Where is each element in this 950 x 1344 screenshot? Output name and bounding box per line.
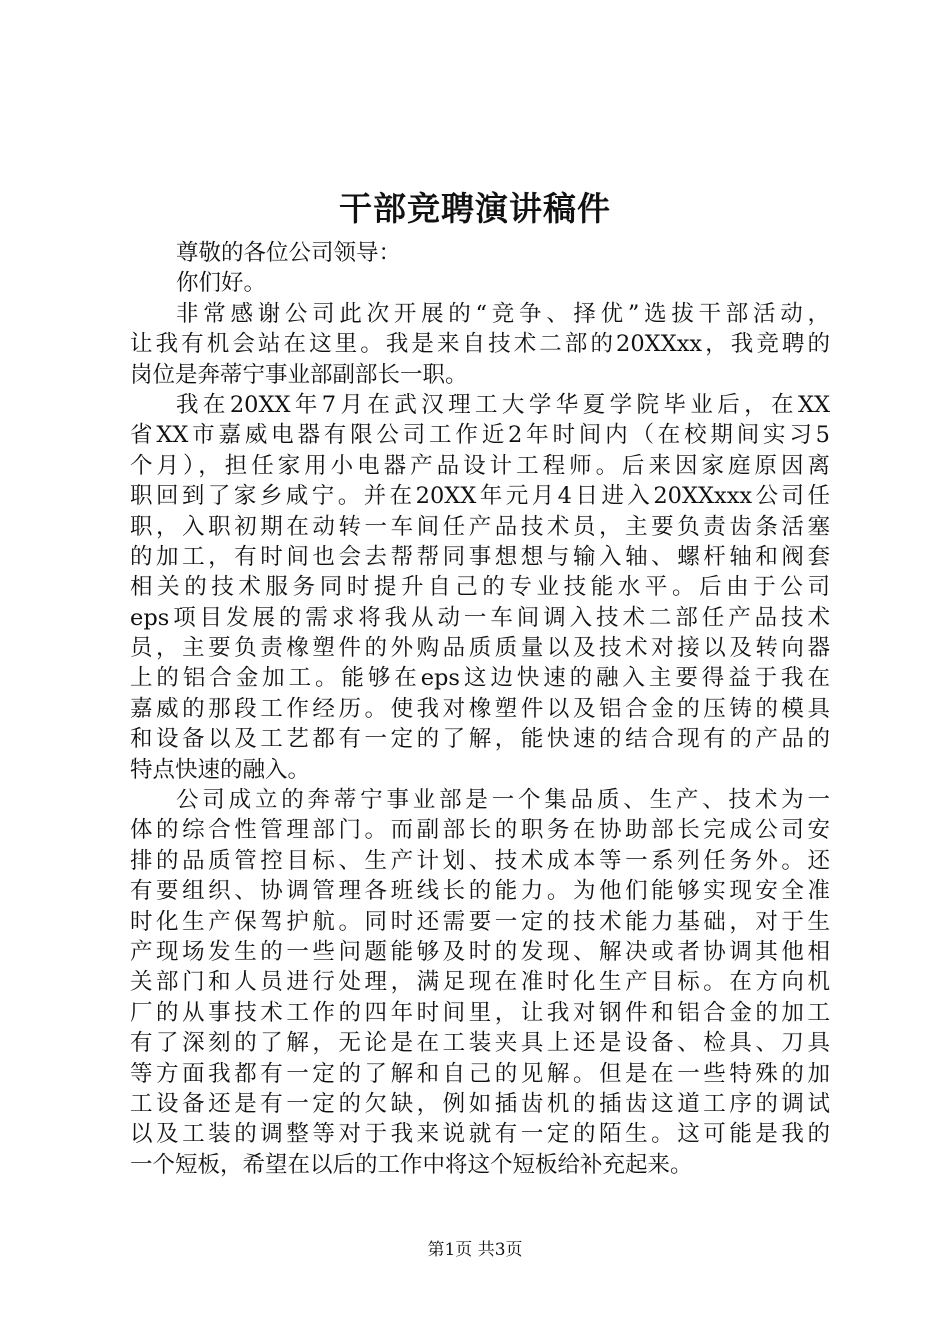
text-line: 有要组织、协调管理各班线长的能力。为他们能够实现安全准 xyxy=(130,878,830,905)
text-line: 相关的技术服务同时提升自己的专业技能水平。后由于公司 xyxy=(130,574,830,601)
text-line: 非常感谢公司此次开展的“竞争、择优”选拔干部活动， xyxy=(176,300,830,327)
text-line: 以及工装的调整等对于我来说就有一定的陌生。这可能是我的 xyxy=(130,1121,830,1148)
text-line: 工设备还是有一定的欠缺，例如插齿机的插齿这道工序的调试 xyxy=(130,1090,830,1117)
text-line: 产现场发生的一些问题能够及时的发现、解决或者协调其他相 xyxy=(130,938,830,965)
text-line: 特点快速的融入。 xyxy=(130,756,311,783)
text-line: 职回到了家乡咸宁。并在20XX年元月4日进入20XXxxx公司任 xyxy=(130,483,830,510)
text-line: 公司成立的奔蒂宁事业部是一个集品质、生产、技术为一 xyxy=(176,787,830,814)
text-line: 嘉威的那段工作经历。使我对橡塑件以及铝合金的压铸的模具 xyxy=(130,695,830,722)
text-line: 岗位是奔蒂宁事业部副部长一职。 xyxy=(130,361,468,388)
text-line: 厂的从事技术工作的四年时间里，让我对钢件和铝合金的加工 xyxy=(130,999,830,1026)
text-line: 你们好。 xyxy=(176,270,267,297)
text-line: 和设备以及工艺都有一定的了解，能快速的结合现有的产品的 xyxy=(130,726,830,753)
text-line: 尊敬的各位公司领导： xyxy=(176,240,402,266)
text-line: 省XX市嘉威电器有限公司工作近2年时间内（在校期间实习5 xyxy=(130,422,830,449)
text-line: 有了深刻的了解，无论是在工装夹具上还是设备、检具、刀具 xyxy=(130,1030,830,1057)
document-title: 干部竞聘演讲稿件 xyxy=(339,189,611,228)
text-line: 上的铝合金加工。能够在eps这边快速的融入主要得益于我在 xyxy=(130,665,830,692)
text-line: 排的品质管控目标、生产计划、技术成本等一系列任务外。还 xyxy=(130,847,830,874)
text-line: 时化生产保驾护航。同时还需要一定的技术能力基础，对于生 xyxy=(130,908,830,935)
text-line: 等方面我都有一定的了解和自己的见解。但是在一些特殊的加 xyxy=(130,1060,830,1087)
text-line: 的加工，有时间也会去帮帮同事想想与输入轴、螺杆轴和阀套 xyxy=(130,543,830,570)
text-line: 我在20XX年7月在武汉理工大学华夏学院毕业后，在XX xyxy=(176,391,830,418)
text-line: 关部门和人员进行处理，满足现在准时化生产目标。在方向机 xyxy=(130,969,830,996)
text-line: 职，入职初期在动转一车间任产品技术员，主要负责齿条活塞 xyxy=(130,513,830,540)
text-line: 员，主要负责橡塑件的外购品质质量以及技术对接以及转向器 xyxy=(130,635,830,662)
text-line: 体的综合性管理部门。而副部长的职务在协助部长完成公司安 xyxy=(130,817,830,844)
text-line: 个月），担任家用小电器产品设计工程师。后来因家庭原因离 xyxy=(130,452,830,479)
document-body xyxy=(130,238,830,1180)
text-line: 一个短板，希望在以后的工作中将这个短板给补充起来。 xyxy=(130,1151,693,1178)
text-line: 让我有机会站在这里。我是来自技术二部的20XXxx，我竞聘的 xyxy=(130,331,830,358)
text-line: eps项目发展的需求将我从动一车间调入技术二部任产品技术 xyxy=(130,604,830,631)
page-footer: 第1页 共3页 xyxy=(427,1240,523,1260)
